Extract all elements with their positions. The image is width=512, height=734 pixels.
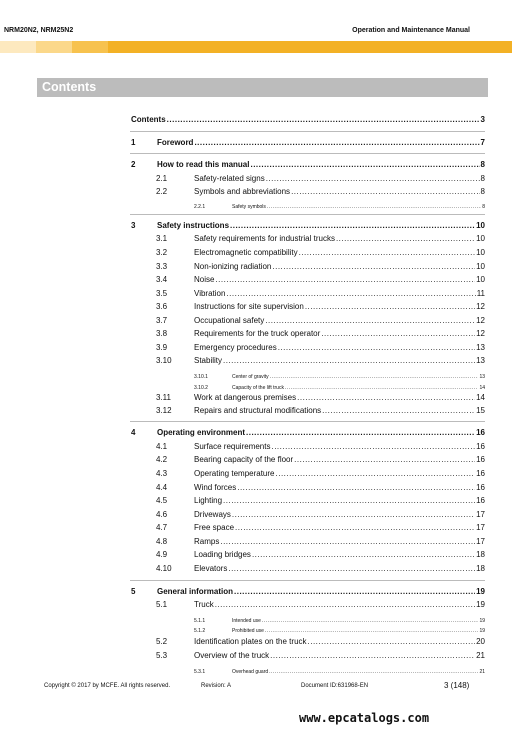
toc-entry[interactable] [0, 137, 512, 148]
toc-entry-page: 13 [479, 374, 485, 380]
toc-leader-dots [250, 159, 479, 170]
toc-entry-title: Free space [194, 523, 235, 532]
toc-entry[interactable] [0, 522, 512, 533]
toc-entry[interactable] [0, 536, 512, 547]
toc-entry-number: 5.2 [156, 637, 168, 646]
toc-entry-number: 3.9 [156, 343, 168, 352]
toc-entry-title: Elevators [194, 564, 228, 573]
toc-leader-dots [167, 114, 480, 125]
toc-entry-title: Requirements for the truck operator [194, 329, 321, 338]
toc-entry-title: Instructions for site supervision [194, 302, 304, 311]
toc-leader-dots [235, 522, 475, 533]
toc-entry-title: Foreword [157, 138, 194, 147]
toc-entry-number: 2.2 [156, 187, 168, 196]
toc-leader-dots [266, 173, 480, 184]
toc-entry-page: 10 [476, 262, 485, 271]
toc-entry[interactable] [0, 342, 512, 353]
toc-entry[interactable] [0, 159, 512, 170]
toc-entry[interactable] [0, 549, 512, 560]
toc-entry-number: 5.1 [156, 600, 168, 609]
toc-entry-title: Noise [194, 275, 215, 284]
toc-leader-dots [267, 202, 481, 213]
toc-separator [130, 131, 485, 132]
toc-entry-title: Contents [131, 115, 166, 124]
toc-entry-title: Safety requirements for industrial trucks [194, 234, 335, 243]
toc-entry-number: 4.4 [156, 483, 168, 492]
toc-entry[interactable] [0, 369, 512, 380]
toc-entry-page: 16 [476, 469, 485, 478]
toc-entry-title-line [194, 392, 485, 403]
toc-entry[interactable] [0, 186, 512, 197]
toc-entry-title-line [157, 159, 485, 170]
toc-entry-page: 19 [476, 600, 485, 609]
header-bar [0, 0, 512, 41]
toc-entry[interactable] [0, 509, 512, 520]
toc-entry-page: 19 [479, 618, 485, 624]
section-title-bar [37, 78, 488, 97]
toc-entry-title-line [194, 315, 485, 326]
toc-entry-page: 10 [476, 221, 485, 230]
toc-leader-dots [305, 301, 475, 312]
toc-entry[interactable] [0, 623, 512, 634]
toc-entry-page: 11 [476, 289, 485, 298]
toc-entry-page: 16 [476, 442, 485, 451]
toc-entry[interactable] [0, 454, 512, 465]
toc-entry-title: Bearing capacity of the floor [194, 455, 294, 464]
toc-leader-dots [215, 274, 475, 285]
toc-entry-title: Prohibited use [232, 628, 264, 634]
footer-copyright: Copyright © 2017 by MCFE. All rights reserved. [44, 683, 171, 689]
toc-entry-title-line [194, 495, 485, 506]
toc-entry-number: 3.3 [156, 262, 168, 271]
toc-entry-page: 8 [482, 204, 485, 210]
toc-entry-title-line [194, 186, 485, 197]
header-color-band [108, 41, 512, 53]
toc-leader-dots [194, 137, 479, 148]
toc-leader-dots [272, 261, 475, 272]
toc-entry-title-line [194, 536, 485, 547]
toc-entry-title-line [194, 288, 485, 299]
toc-entry-title-line [194, 599, 485, 610]
toc-entry-title-line [194, 441, 485, 452]
toc-entry-title: Safety instructions [157, 221, 230, 230]
toc-entry-number: 2.1 [156, 174, 168, 183]
toc-entry-title: Overview of the truck [194, 651, 270, 660]
toc-entry-title-line [232, 667, 485, 678]
footer-page-number: 3 (148) [444, 681, 470, 690]
toc-entry[interactable] [0, 427, 512, 438]
toc-entry-number: 4.2 [156, 455, 168, 464]
toc-leader-dots [270, 650, 475, 661]
toc-entry-title-line [194, 650, 485, 661]
toc-entry-title-line [131, 114, 485, 125]
toc-entry-title: Surface requirements [194, 442, 271, 451]
toc-entry-page: 19 [479, 628, 485, 634]
toc-leader-dots [291, 186, 479, 197]
toc-entry-page: 14 [479, 385, 485, 391]
toc-separator [130, 421, 485, 422]
toc-entry-title: Operating environment [157, 428, 246, 437]
toc-entry[interactable] [0, 315, 512, 326]
toc-entry-number: 2.2.1 [194, 204, 206, 210]
toc-entry-title-line [194, 355, 485, 366]
toc-entry-title-line [194, 301, 485, 312]
footer-document-id: Document ID:631968-EN [301, 683, 369, 689]
toc-entry-title-line [232, 202, 485, 213]
toc-entry[interactable] [0, 468, 512, 479]
toc-leader-dots [336, 233, 475, 244]
toc-entry-number: 5.3 [156, 651, 168, 660]
toc-leader-dots [321, 328, 475, 339]
toc-entry-page: 13 [476, 356, 485, 365]
toc-entry[interactable] [0, 355, 512, 366]
toc-entry-title: Truck [194, 600, 214, 609]
toc-entry-number: 4.8 [156, 537, 168, 546]
toc-entry-number: 3.10.2 [194, 385, 208, 391]
toc-leader-dots [237, 482, 475, 493]
toc-entry-title: Center of gravity [232, 374, 269, 380]
toc-entry-page: 10 [476, 234, 485, 243]
toc-entry-title: Identification plates on the truck [194, 637, 307, 646]
toc-entry-title: Loading bridges [194, 550, 251, 559]
toc-entry[interactable] [0, 664, 512, 675]
toc-entry-page: 21 [479, 669, 485, 675]
toc-entry-title-line [194, 468, 485, 479]
toc-leader-dots [322, 405, 475, 416]
toc-entry-title-line [194, 482, 485, 493]
toc-entry-title-line [194, 342, 485, 353]
toc-entry-number: 5.3.1 [194, 669, 206, 675]
toc-entry-title: Work at dangerous premises [194, 393, 297, 402]
toc-entry-title-line [157, 427, 485, 438]
toc-leader-dots [297, 392, 475, 403]
toc-entry[interactable] [0, 380, 512, 391]
toc-entry-title: Repairs and structural modifications [194, 406, 322, 415]
toc-entry-title: Wind forces [194, 483, 237, 492]
toc-entry[interactable] [0, 563, 512, 574]
toc-entry-title: Electromagnetic compatibility [194, 248, 298, 257]
toc-entry-number: 1 [131, 138, 136, 147]
toc-entry-number: 4.10 [156, 564, 172, 573]
toc-entry[interactable] [0, 274, 512, 285]
toc-entry-title-line [194, 405, 485, 416]
toc-entry-number: 4 [131, 428, 136, 437]
toc-leader-dots [278, 342, 475, 353]
header-model: NRM20N2, NRM25N2 [4, 27, 74, 34]
toc-entry-number: 4.3 [156, 469, 168, 478]
watermark-url[interactable]: www.epcatalogs.com [299, 711, 430, 725]
toc-entry-title: Intended use [232, 618, 261, 624]
toc-leader-dots [294, 454, 475, 465]
toc-entry-page: 12 [476, 329, 485, 338]
toc-entry[interactable] [0, 114, 512, 125]
toc-entry-page: 17 [476, 537, 485, 546]
toc-entry-title-line [194, 509, 485, 520]
toc-entry-number: 3 [131, 221, 136, 230]
toc-entry-title: Overhead guard [232, 669, 269, 675]
toc-entry-page: 21 [476, 651, 485, 660]
toc-entry-title: Stability [194, 356, 223, 365]
toc-entry-number: 3.4 [156, 275, 168, 284]
toc-entry-page: 20 [476, 637, 485, 646]
toc-entry-title-line [194, 549, 485, 560]
toc-entry-number: 5 [131, 587, 136, 596]
section-title: Contents [42, 80, 97, 94]
toc-entry-number: 3.12 [156, 406, 172, 415]
toc-leader-dots [308, 636, 476, 647]
toc-entry-title-line [194, 563, 485, 574]
toc-entry-title-line [194, 454, 485, 465]
toc-leader-dots [220, 536, 475, 547]
toc-entry-title: General information [157, 587, 234, 596]
toc-entry[interactable] [0, 599, 512, 610]
toc-entry-page: 7 [480, 138, 485, 147]
toc-entry-title-line [194, 247, 485, 258]
toc-entry-title-line [157, 137, 485, 148]
toc-entry-title-line [194, 328, 485, 339]
toc-entry-page: 16 [476, 428, 485, 437]
toc-entry-page: 15 [476, 406, 485, 415]
toc-entry-title: Safety-related signs [194, 174, 265, 183]
toc-entry-number: 3.5 [156, 289, 168, 298]
toc-entry[interactable] [0, 441, 512, 452]
toc-entry-title: Occupational safety [194, 316, 265, 325]
toc-entry[interactable] [0, 636, 512, 647]
toc-entry-number: 3.7 [156, 316, 168, 325]
toc-entry[interactable] [0, 482, 512, 493]
toc-entry-page: 10 [476, 275, 485, 284]
toc-entry-title-line [194, 274, 485, 285]
toc-entry-page: 16 [476, 455, 485, 464]
toc-entry-page: 12 [476, 302, 485, 311]
toc-leader-dots [246, 427, 475, 438]
toc-entry-page: 13 [476, 343, 485, 352]
toc-entry[interactable] [0, 392, 512, 403]
toc-entry-page: 10 [476, 248, 485, 257]
toc-entry[interactable] [0, 328, 512, 339]
toc-leader-dots [299, 247, 475, 258]
toc-entry-page: 3 [480, 115, 485, 124]
toc-leader-dots [234, 586, 475, 597]
toc-entry[interactable] [0, 247, 512, 258]
toc-leader-dots [223, 495, 475, 506]
toc-entry-number: 2 [131, 160, 136, 169]
toc-entry-number: 3.10 [156, 356, 172, 365]
toc-entry-page: 12 [476, 316, 485, 325]
toc-entry-page: 8 [480, 160, 485, 169]
toc-entry[interactable] [0, 586, 512, 597]
toc-entry[interactable] [0, 261, 512, 272]
toc-entry-title: Ramps [194, 537, 220, 546]
toc-entry[interactable] [0, 288, 512, 299]
toc-entry[interactable] [0, 405, 512, 416]
toc-entry-page: 16 [476, 496, 485, 505]
toc-leader-dots [215, 599, 475, 610]
toc-entry-page: 8 [480, 174, 485, 183]
toc-separator [130, 214, 485, 215]
header-color-band [0, 41, 36, 53]
toc-entry-page: 17 [476, 510, 485, 519]
toc-entry-page: 17 [476, 523, 485, 532]
toc-leader-dots [230, 220, 475, 231]
toc-entry-title-line [194, 173, 485, 184]
toc-entry-title-line [157, 220, 485, 231]
toc-entry-number: 5.1.1 [194, 618, 206, 624]
toc-entry[interactable] [0, 233, 512, 244]
toc-entry-number: 3.2 [156, 248, 168, 257]
toc-entry-title-line [194, 522, 485, 533]
toc-entry[interactable] [0, 301, 512, 312]
header-color-band [36, 41, 72, 53]
toc-entry-number: 5.1.2 [194, 628, 206, 634]
toc-entry-title: Capacity of the lift truck [232, 385, 284, 391]
toc-entry-title-line [194, 233, 485, 244]
toc-leader-dots [232, 509, 475, 520]
toc-leader-dots [228, 563, 475, 574]
header-manual-title: Operation and Maintenance Manual [352, 27, 470, 34]
toc-leader-dots [252, 549, 475, 560]
toc-entry-page: 14 [476, 393, 485, 402]
toc-entry-number: 4.1 [156, 442, 168, 451]
toc-entry[interactable] [0, 220, 512, 231]
toc-leader-dots [269, 667, 478, 678]
toc-entry-title: Driveways [194, 510, 231, 519]
toc-leader-dots [271, 441, 475, 452]
toc-entry-title: How to read this manual [157, 160, 250, 169]
toc-entry[interactable] [0, 199, 512, 210]
toc-entry-title-line [157, 586, 485, 597]
toc-entry-title: Non-ionizing radiation [194, 262, 272, 271]
toc-entry-title-line [194, 261, 485, 272]
footer-revision: Revision: A [201, 683, 232, 689]
toc-entry-title: Symbols and abbreviations [194, 187, 291, 196]
toc-entry-number: 4.9 [156, 550, 168, 559]
toc-leader-dots [276, 468, 476, 479]
toc-separator [130, 580, 485, 581]
toc-entry-number: 3.6 [156, 302, 168, 311]
toc-entry-page: 18 [476, 550, 485, 559]
toc-entry-page: 19 [476, 587, 485, 596]
toc-entry[interactable] [0, 650, 512, 661]
toc-leader-dots [226, 288, 475, 299]
header-color-band [72, 41, 108, 53]
toc-entry-page: 16 [476, 483, 485, 492]
toc-entry-title-line [194, 636, 485, 647]
toc-entry-number: 3.1 [156, 234, 168, 243]
toc-leader-dots [265, 315, 475, 326]
toc-entry[interactable] [0, 173, 512, 184]
toc-entry-page: 8 [480, 187, 485, 196]
toc-entry[interactable] [0, 495, 512, 506]
toc-entry-number: 4.7 [156, 523, 168, 532]
toc-entry-number: 3.8 [156, 329, 168, 338]
toc-entry-number: 3.10.1 [194, 374, 208, 380]
toc-entry-title: Vibration [194, 289, 226, 298]
toc-entry-number: 4.6 [156, 510, 168, 519]
toc-entry-title: Safety symbols [232, 204, 266, 210]
toc-entry-title: Lighting [194, 496, 223, 505]
toc-entry-number: 3.11 [156, 393, 171, 402]
toc-entry-title: Emergency procedures [194, 343, 277, 352]
toc-separator [130, 153, 485, 154]
toc-entry-number: 4.5 [156, 496, 168, 505]
toc-entry-page: 18 [476, 564, 485, 573]
toc-entry-title: Operating temperature [194, 469, 275, 478]
toc-leader-dots [223, 355, 475, 366]
